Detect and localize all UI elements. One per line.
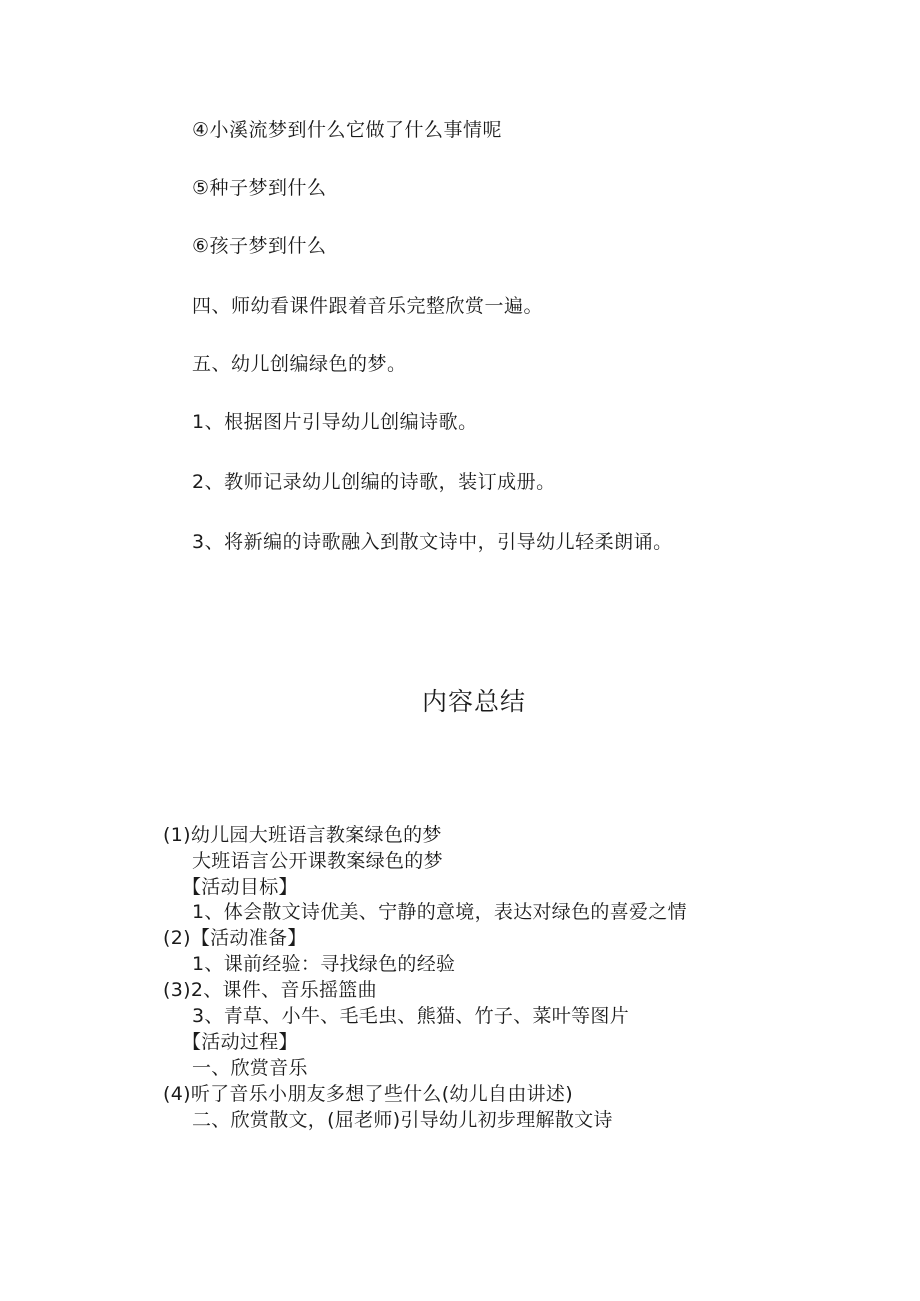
summary-line-5: (2)【活动准备】 (163, 927, 307, 949)
summary-line-4: 1、体会散文诗优美、宁静的意境，表达对绿色的喜爱之情 (192, 901, 687, 923)
summary-line-3: 【活动目标】 (182, 876, 298, 898)
body-line-5: 五、幼儿创编绿色的梦。 (192, 353, 407, 375)
summary-line-10: 一、欣赏音乐 (192, 1057, 308, 1079)
summary-line-8: 3、青草、小牛、毛毛虫、熊猫、竹子、菜叶等图片 (192, 1005, 629, 1027)
summary-title: 内容总结 (421, 687, 526, 716)
summary-line-11: (4)听了音乐小朋友多想了些什么(幼儿自由讲述) (163, 1083, 573, 1105)
summary-line-12: 二、欣赏散文，(屈老师)引导幼儿初步理解散文诗 (192, 1109, 613, 1131)
body-line-7: 2、教师记录幼儿创编的诗歌，装订成册。 (192, 471, 556, 493)
body-line-8: 3、将新编的诗歌融入到散文诗中，引导幼儿轻柔朗诵。 (192, 531, 673, 553)
summary-line-7: (3)2、课件、音乐摇篮曲 (163, 979, 377, 1001)
body-line-1: ④小溪流梦到什么它做了什么事情呢 (192, 119, 503, 141)
body-line-6: 1、根据图片引导幼儿创编诗歌。 (192, 411, 478, 433)
summary-line-2: 大班语言公开课教案绿色的梦 (192, 850, 443, 872)
body-line-3: ⑥孩子梦到什么 (192, 235, 327, 257)
body-line-2: ⑤种子梦到什么 (192, 177, 327, 199)
summary-line-6: 1、课前经验：寻找绿色的经验 (192, 953, 456, 975)
summary-line-9: 【活动过程】 (182, 1031, 298, 1053)
summary-line-1: (1)幼儿园大班语言教案绿色的梦 (163, 824, 442, 846)
body-line-4: 四、师幼看课件跟着音乐完整欣赏一遍。 (192, 295, 544, 317)
